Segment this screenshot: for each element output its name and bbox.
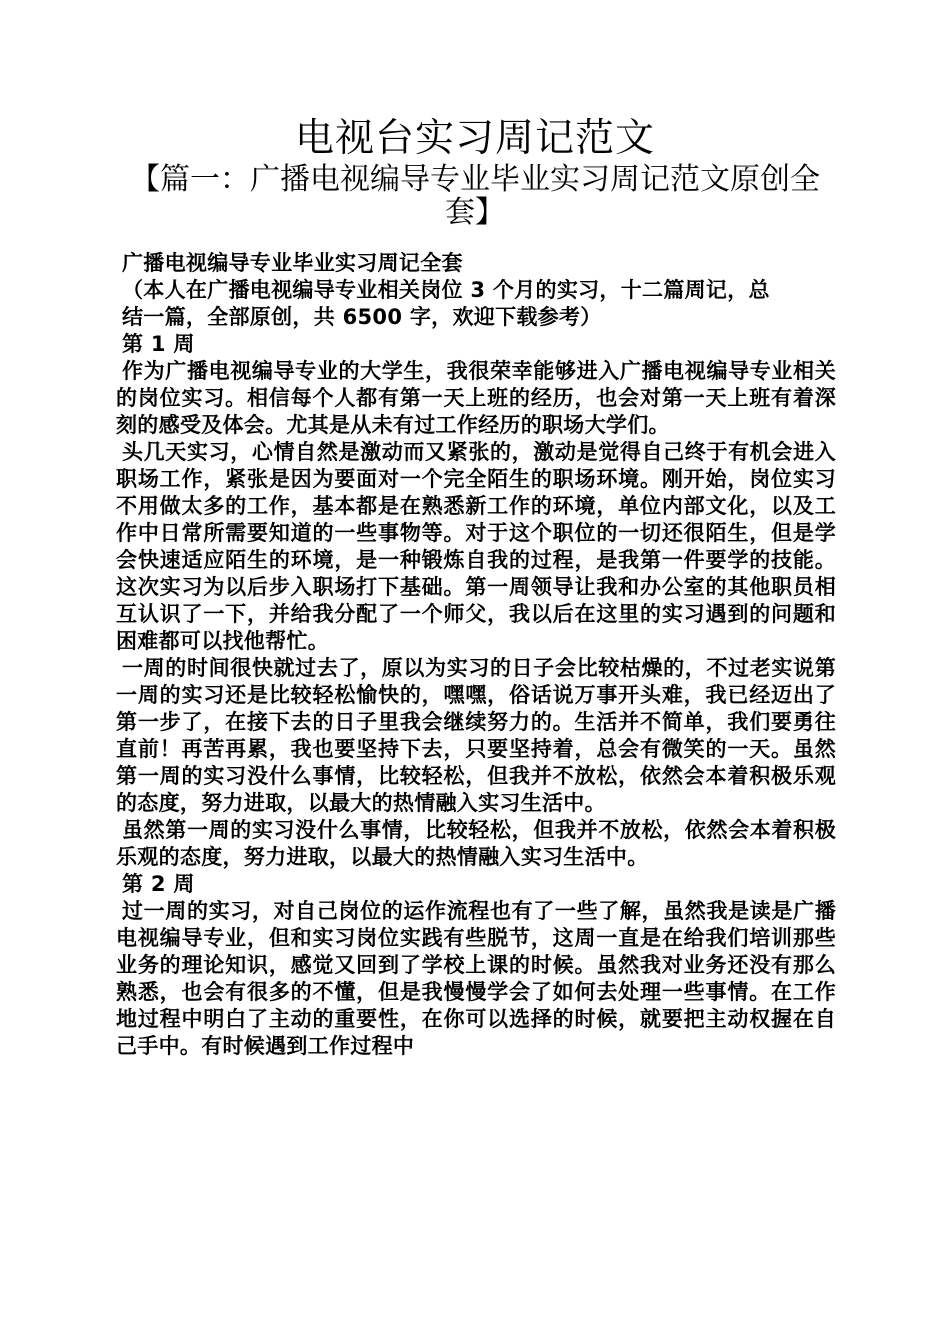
week-2-paragraph-1: 过一周的实习，对自己岗位的运作流程也有了一些了解，虽然我是读是广播电视编导专业，但和实习岗位实践有些脱节，这周一直是在给我们培训那些业务的理论知识，感觉又回到了学校上课的时候。虽然我对业务还没有那么熟悉，也会有很多的不懂，但是我慢慢学会了如何去处理一些事情。在工作地过程中明白了主动的重要性，在你可以选择的时候，就要把主动权握在自己手中。有时候遇到工作过程中 — [116, 899, 836, 1058]
week-1-paragraph-3: 一周的时间很快就过去了，原以为实习的日子会比较枯燥的，不过老实说第一周的实习还是比较轻松愉快的，嘿嘿，俗话说万事开头难，我已经迈出了第一步了，在接下去的日子里我会继续努力的。生活并不简单，我们要勇往直前！再苦再累，我也要坚持下去，只要坚持着，总会有微笑的一天。虽然第一周的实习没什么事情，比较轻松，但我并不放松，依然会本着积极乐观的态度，努力进取，以最大的热情融入实习生活中。 — [116, 656, 836, 815]
intro-note-line-2: 结一篇，全部原创，共 6500 字，欢迎下载参考） — [122, 305, 602, 329]
document-title: 电视台实习周记范文 — [294, 116, 655, 161]
document-subtitle: 【篇一：广播电视编导专业毕业实习周记范文原创全套】 — [130, 162, 820, 230]
week-2-heading: 第 2 周 — [122, 872, 195, 896]
week-1-heading: 第 1 周 — [122, 332, 195, 356]
intro-note-line-1: （本人在广播电视编导专业相关岗位 3 个月的实习，十二篇周记，总 — [122, 278, 770, 302]
week-1-paragraph-1: 作为广播电视编导专业的大学生，我很荣幸能够进入广播电视编导专业相关的岗位实习。相信每个人都有第一天上班的经历，也会对第一天上班有着深刻的感受及体会。尤其是从未有过工作经历的职场大学们。 — [116, 359, 836, 437]
week-1-paragraph-4: 虽然第一周的实习没什么事情，比较轻松，但我并不放松，依然会本着积极乐观的态度，努力进取，以最大的热情融入实习生活中。 — [116, 818, 836, 869]
week-1-paragraph-2: 头几天实习，心情自然是激动而又紧张的，激动是觉得自己终于有机会进入职场工作，紧张是因为要面对一个完全陌生的职场环境。刚开始，岗位实习不用做太多的工作，基本都是在熟悉新工作的环境，单位内部文化，以及工作中日常所需要知道的一些事物等。对于这个职位的一切还很陌生，但是学会快速适应陌生的环境，是一种锻炼自我的过程，是我第一件要学的技能。这次实习为以后步入职场打下基础。第一周领导让我和办公室的其他职员相互认识了一下，并给我分配了一个师父，我以后在这里的实习遇到的问题和困难都可以找他帮忙。 — [116, 440, 836, 653]
document-body — [116, 250, 836, 1060]
heading-series: 广播电视编导专业毕业实习周记全套 — [122, 251, 463, 275]
